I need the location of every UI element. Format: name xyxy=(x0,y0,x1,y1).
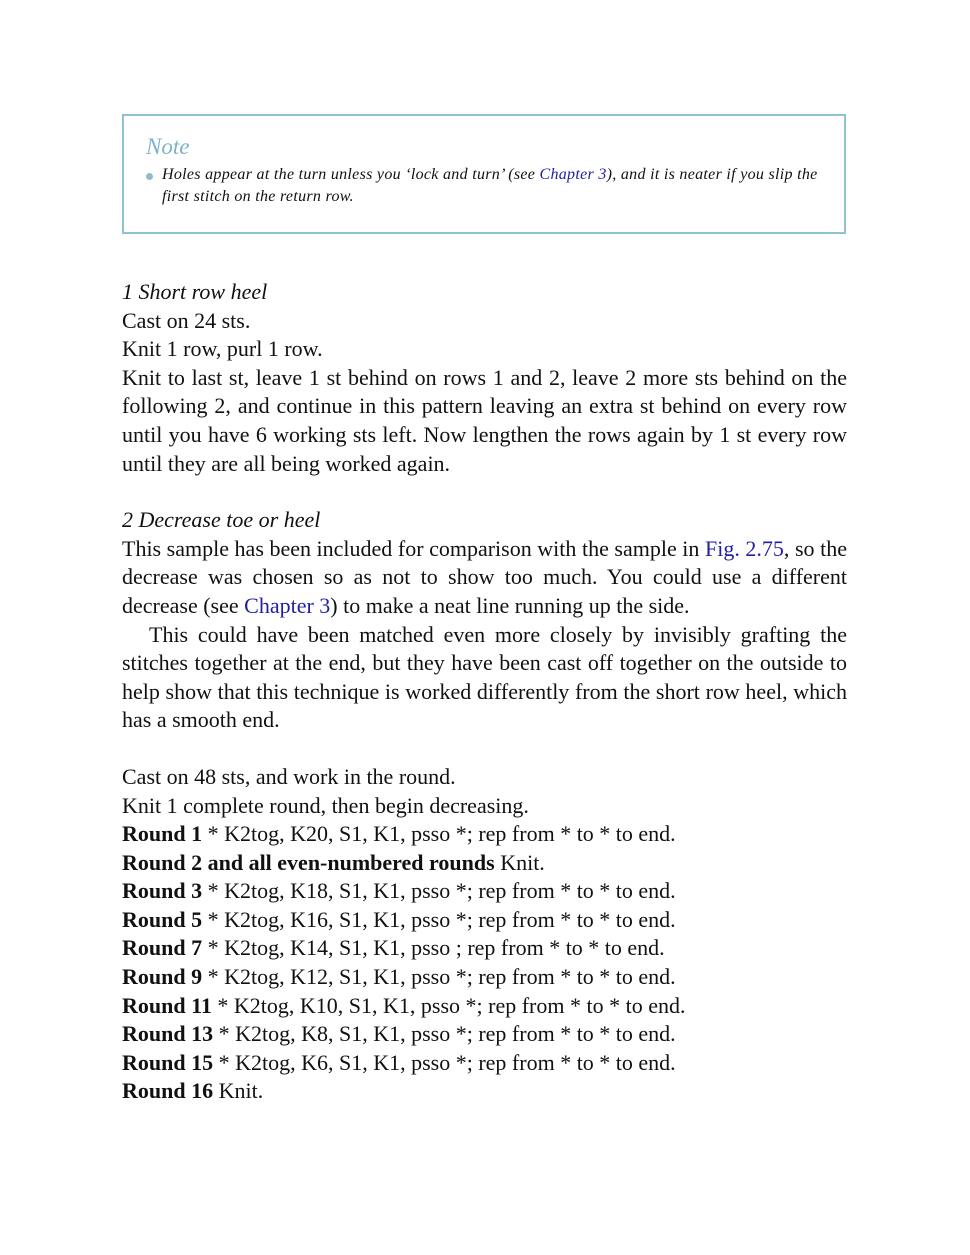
bullet-icon xyxy=(146,173,153,180)
round-label: Round 11 xyxy=(122,992,212,1018)
round-label: Round 9 xyxy=(122,964,203,990)
text-line: Cast on 48 sts, and work in the round. xyxy=(122,763,456,789)
round-line xyxy=(122,820,847,849)
paragraph xyxy=(122,535,847,621)
round-line xyxy=(122,849,847,878)
round-label: Round 5 xyxy=(122,906,203,932)
round-label: Round 15 xyxy=(122,1049,214,1075)
note-text-part: Holes appear at the turn unless you ‘lock and turn’ (see xyxy=(162,166,540,183)
paragraph: This could have been matched even more closely by invisibly grafting the stitches together at the end, but they have been cast off together on the outside to help show that this technique is worked differently from the short row heel, which has a smooth end. xyxy=(122,621,847,733)
round-label: Round 2 and all even-numbered rounds xyxy=(122,849,495,875)
round-line xyxy=(122,1077,847,1106)
round-text: * K2tog, K10, S1, K1, psso *; rep from * to * to end. xyxy=(211,992,686,1018)
text-part: , so the decrease was chosen so as not to show too much. You could use a different decrease (see xyxy=(122,535,847,618)
text-line: Knit 1 complete round, then begin decreasing. xyxy=(122,792,529,818)
round-line xyxy=(122,963,847,992)
round-text: * K2tog, K18, S1, K1, psso *; rep from * to * to end. xyxy=(202,878,676,904)
chapter-3-link[interactable]: Chapter 3 xyxy=(244,592,331,618)
round-text: * K2tog, K6, S1, K1, psso *; rep from * to * to end. xyxy=(213,1049,676,1075)
round-text: * K2tog, K12, S1, K1, psso *; rep from * to * to end. xyxy=(202,964,676,990)
section-heading-decrease: 2 Decrease toe or heel xyxy=(122,507,321,533)
main-content xyxy=(122,278,847,1106)
round-line xyxy=(122,992,847,1021)
round-label: Round 7 xyxy=(122,935,203,961)
round-label: Round 1 xyxy=(122,821,203,847)
round-text: * K2tog, K16, S1, K1, psso *; rep from * to * to end. xyxy=(202,906,676,932)
text-part: This sample has been included for comparison with the sample in xyxy=(122,535,705,561)
note-box xyxy=(122,114,846,234)
paragraph: Knit to last st, leave 1 st behind on rows 1 and 2, leave 2 more sts behind on the following 2, and continue in this pattern leaving an extra st behind on every row until you have 6 working sts left. Now lengthen the rows again by 1 st every row until they are all being worked again. xyxy=(122,364,847,476)
round-line xyxy=(122,934,847,963)
round-line xyxy=(122,906,847,935)
text-line: Cast on 24 sts. xyxy=(122,307,251,333)
round-label: Round 3 xyxy=(122,878,203,904)
round-label: Round 16 xyxy=(122,1078,214,1104)
fig-2-75-link[interactable]: Fig. 2.75 xyxy=(705,535,784,561)
text-part: ) to make a neat line running up the side. xyxy=(330,592,690,618)
chapter-3-link[interactable]: Chapter 3 xyxy=(539,166,607,183)
round-line xyxy=(122,1049,847,1078)
round-text: Knit. xyxy=(213,1078,264,1104)
round-text: * K2tog, K8, S1, K1, psso *; rep from * to * to end. xyxy=(213,1021,676,1047)
note-text-part: ), and it is neater if you slip the first stitch on the return row. xyxy=(162,166,818,205)
round-text: * K2tog, K14, S1, K1, psso ; rep from * to * to end. xyxy=(202,935,665,961)
note-text xyxy=(162,164,822,208)
round-label: Round 13 xyxy=(122,1021,214,1047)
text-line: Knit 1 row, purl 1 row. xyxy=(122,336,323,362)
section-heading-short-row-heel: 1 Short row heel xyxy=(122,279,268,304)
round-text: * K2tog, K20, S1, K1, psso *; rep from * to * to end. xyxy=(202,821,676,847)
note-title: Note xyxy=(146,134,190,159)
round-line xyxy=(122,1020,847,1049)
round-text: Knit. xyxy=(494,849,545,875)
round-line xyxy=(122,877,847,906)
